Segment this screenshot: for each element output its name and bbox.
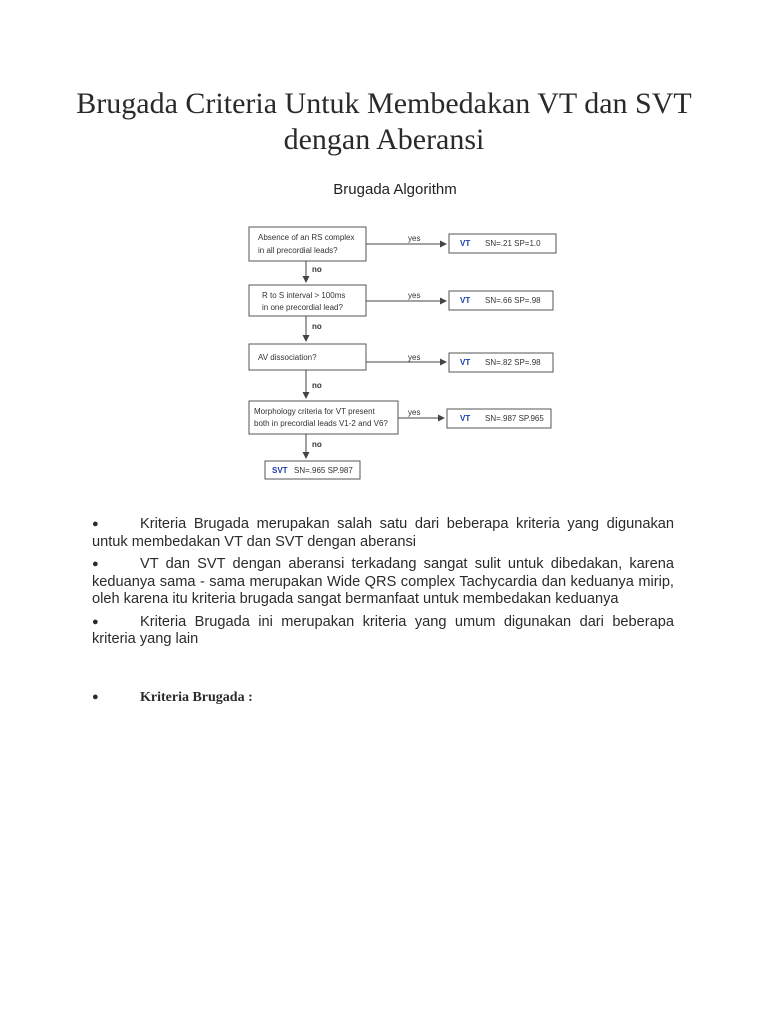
yes-label: yes: [408, 291, 421, 300]
page-title: Brugada Criteria Untuk Membedakan VT dan SVT dengan Aberansi: [76, 87, 692, 156]
step-question-line2: in one precordial lead?: [262, 303, 343, 312]
bullet-dot: ●: [92, 615, 99, 628]
result-stats: SN=.82 SP=.98: [485, 358, 541, 367]
result-stats: SN=.987 SP.965: [485, 414, 544, 423]
no-label: no: [312, 265, 322, 274]
step-question-line1: R to S interval > 100ms: [262, 291, 346, 300]
decision-step-1: [249, 227, 556, 282]
result-label: VT: [460, 239, 471, 248]
decision-step-3: [249, 344, 553, 398]
no-label: no: [312, 381, 322, 390]
step-question-line1: Morphology criteria for VT present: [254, 407, 375, 416]
list-item: [92, 556, 674, 609]
result-label: VT: [460, 414, 471, 423]
result-label: VT: [460, 358, 471, 367]
final-result-svt: [265, 461, 360, 479]
bullet-dot: ●: [92, 558, 99, 570]
no-label: no: [312, 322, 322, 331]
yes-label: yes: [408, 234, 421, 243]
step-question-line2: both in precordial leads V1-2 and V6?: [254, 419, 388, 428]
bullet-dot: ●: [92, 518, 99, 530]
list-item: [92, 516, 674, 551]
list-item-heading: [92, 689, 674, 707]
yes-label: yes: [408, 408, 421, 417]
result-stats: SN=.21 SP=1.0: [485, 239, 541, 248]
yes-label: yes: [408, 353, 421, 362]
decision-step-2: [249, 285, 553, 341]
step-question-line2: in all precordial leads?: [258, 246, 338, 255]
final-label: SVT: [272, 466, 288, 475]
bullet-dot: ●: [92, 690, 99, 703]
decision-step-4: [249, 401, 551, 458]
list-item-text: VT dan SVT dengan aberansi terkadang sangat sulit untuk dibedakan, karena keduanya sama - sama merupakan Wide QRS complex Tachycardia dan keduanya mirip, oleh karena itu kriteria brugada sangat bermanfaat untuk membedakan keduanya: [92, 556, 674, 607]
step-question-line1: Absence of an RS complex: [258, 233, 355, 242]
final-stats: SN=.965 SP.987: [294, 466, 353, 475]
diagram-heading: Brugada Algorithm: [333, 181, 457, 198]
no-label: no: [312, 440, 322, 449]
result-stats: SN=.66 SP=.98: [485, 296, 541, 305]
list-item: [92, 614, 674, 649]
list-item-text: Kriteria Brugada ini merupakan kriteria yang umum digunakan dari beberapa kriteria yang lain: [92, 613, 674, 647]
list-item-text: Kriteria Brugada :: [140, 689, 253, 705]
step-question-line1: AV dissociation?: [258, 353, 317, 362]
bullet-list: [92, 516, 674, 711]
result-label: VT: [460, 296, 471, 305]
list-item-text: Kriteria Brugada merupakan salah satu dari beberapa kriteria yang digunakan untuk membedakan VT dan SVT dengan aberansi: [92, 516, 674, 550]
brugada-flowchart: [0, 0, 768, 500]
